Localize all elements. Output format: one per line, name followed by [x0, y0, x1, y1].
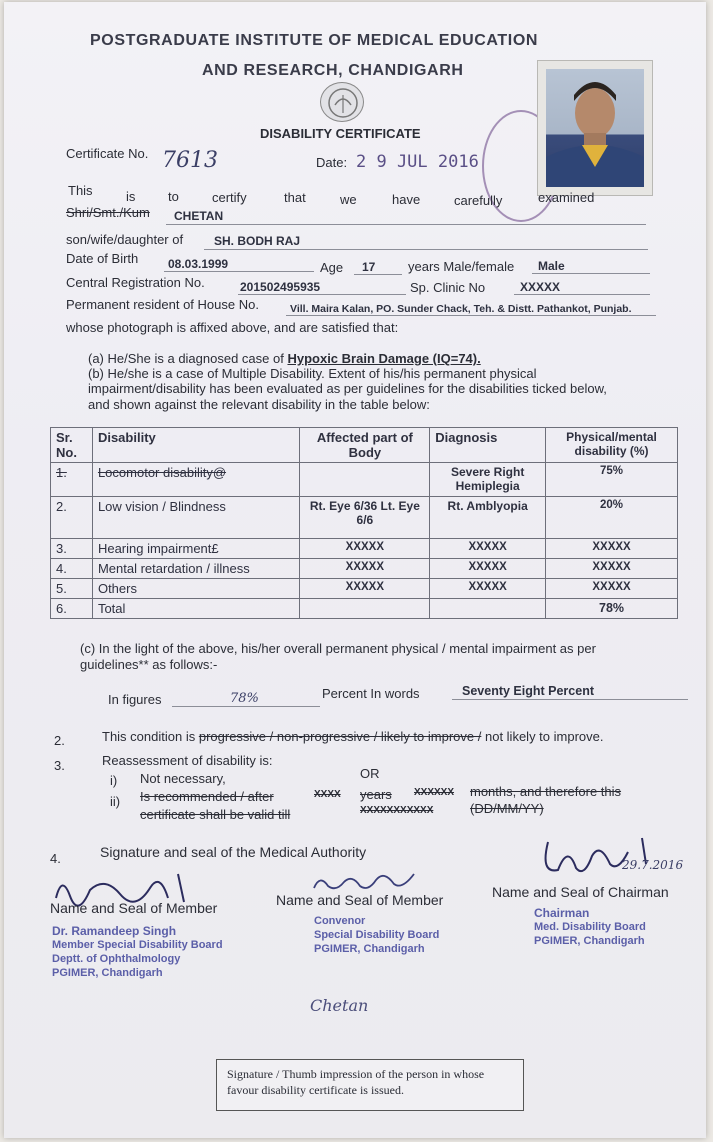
clinic-line	[514, 278, 650, 295]
intro-word-9: examined	[538, 190, 595, 205]
member2-stamp	[314, 914, 439, 956]
crn-value: 201502495935	[240, 280, 321, 294]
row-no: 4.	[51, 559, 93, 579]
clause-b-line1: (b) He/she is a case of Multiple Disability. Extent of his/his permanent physical	[88, 366, 537, 381]
item2-suffix: not likely to improve.	[484, 729, 604, 744]
figures-label: In figures	[108, 692, 162, 707]
row-diagnosis: XXXXX	[430, 559, 546, 579]
member1-label: Name and Seal of Member	[50, 900, 218, 916]
row-part: Rt. Eye 6/36 Lt. Eye 6/6	[300, 497, 430, 539]
crn-line	[238, 278, 406, 295]
row-part	[300, 599, 430, 619]
item3-i-label: i)	[110, 773, 118, 788]
thumb-box-line1: Signature / Thumb impression of the person in whose	[227, 1067, 485, 1081]
item3-title: Reassessment of disability is:	[102, 753, 273, 768]
item2-struck-options: progressive / non-progressive / likely to improve /	[198, 729, 482, 744]
applicant-signature: Chetan	[310, 996, 369, 1015]
institute-name-line1: POSTGRADUATE INSTITUTE OF MEDICAL EDUCATION	[90, 32, 539, 49]
table-row	[51, 539, 678, 559]
chairman-label: Name and Seal of Chairman	[492, 884, 669, 900]
certificate-no-label: Certificate No.	[66, 146, 149, 161]
clause-a-diagnosis: Hypoxic Brain Damage (IQ=74).	[287, 351, 481, 366]
intro-word-4: certify	[212, 190, 247, 205]
thumb-box-line2: favour disability certificate is issued.	[227, 1083, 404, 1097]
sex-line	[532, 257, 650, 274]
item3-ii-label: ii)	[110, 794, 121, 809]
overall-line1: (c) In the light of the above, his/her overall permanent physical / mental impairment as per	[80, 641, 596, 656]
item4-text: Signature and seal of the Medical Authority	[100, 844, 367, 860]
institute-emblem-icon	[320, 82, 364, 122]
dob-line	[164, 255, 314, 272]
row-diagnosis: Rt. Amblyopia	[430, 497, 546, 539]
clause-b-line3: and shown against the relevant disability in the table below:	[88, 397, 430, 412]
header-disability: Disability	[92, 428, 300, 463]
age-label: Age	[320, 260, 344, 275]
photo-statement: whose photograph is affixed above, and are satisfied that:	[66, 320, 399, 335]
chairman-date: 29.7.2016	[622, 858, 684, 872]
row-percent: XXXXX	[546, 539, 678, 559]
item2-number: 2.	[54, 733, 65, 748]
dob-label: Date of Birth	[66, 251, 139, 266]
member1-stamp	[52, 924, 223, 980]
header-diagnosis: Diagnosis	[430, 428, 546, 463]
row-diagnosis	[430, 599, 546, 619]
relation-line	[204, 232, 648, 250]
table-row-total	[51, 599, 678, 619]
resident-label: Permanent resident of House No.	[66, 297, 259, 312]
row-disability: Hearing impairment£	[92, 539, 300, 559]
row-part: XXXXX	[300, 559, 430, 579]
row-percent: XXXXX	[546, 579, 678, 599]
row-disability: Total	[92, 599, 300, 619]
row-disability: Low vision / Blindness	[92, 497, 300, 539]
name-line	[166, 207, 646, 225]
row-diagnosis: Severe Right Hemiplegia	[430, 463, 546, 497]
item3-ii-months: months, and therefore this	[470, 784, 622, 799]
clause-a	[88, 351, 481, 366]
figures-value: 78%	[230, 691, 259, 706]
row-diagnosis: XXXXX	[430, 539, 546, 559]
member2-stamp-board: Special Disability Board	[314, 929, 440, 941]
table-row	[51, 497, 678, 539]
member2-stamp-role: Convenor	[314, 915, 366, 927]
item3-ii-valid-till: certificate shall be valid till	[140, 807, 291, 822]
chairman-stamp-place: PGIMER, Chandigarh	[534, 935, 645, 947]
row-percent: 75%	[546, 463, 678, 497]
resident-line	[286, 299, 656, 316]
row-part: XXXXX	[300, 579, 430, 599]
words-line	[452, 682, 688, 700]
applicant-photo	[537, 60, 653, 196]
intro-word-6: we	[340, 192, 357, 207]
intro-word-7: have	[392, 192, 421, 207]
intro-word-2: is	[126, 189, 136, 204]
table-row	[51, 463, 678, 497]
row-disability: Others	[92, 579, 300, 599]
member2-label: Name and Seal of Member	[276, 892, 444, 908]
header-sr-no: Sr. No.	[51, 428, 93, 463]
intro-word-5: that	[284, 190, 306, 205]
words-label: Percent In words	[322, 686, 420, 701]
item2-prefix: This condition is	[102, 729, 196, 744]
row-no: 6.	[51, 599, 93, 619]
row-no: 5.	[51, 579, 93, 599]
row-part	[300, 463, 430, 497]
date-stamp-value: 2 9 JUL 2016	[356, 152, 479, 172]
member1-stamp-dept: Deptt. of Ophthalmology	[52, 953, 181, 965]
disability-table	[50, 427, 678, 619]
name-value: CHETAN	[174, 209, 224, 223]
item3-or: OR	[360, 766, 380, 781]
crn-label: Central Registration No.	[66, 275, 205, 290]
row-part: XXXXX	[300, 539, 430, 559]
table-header-row	[51, 428, 678, 463]
item3-ii-years: years	[360, 787, 392, 802]
row-diagnosis: XXXXX	[430, 579, 546, 599]
row-disability: Mental retardation / illness	[92, 559, 300, 579]
certificate-title: DISABILITY CERTIFICATE	[260, 126, 421, 141]
item3-ii-xx3: XXXXXXXXXXX	[360, 805, 434, 816]
member2-stamp-place: PGIMER, Chandigarh	[314, 943, 425, 955]
chairman-stamp-board: Med. Disability Board	[534, 921, 646, 933]
sex-value: Male	[538, 259, 565, 273]
item3-ii-date-format: (DD/MM/YY)	[470, 801, 544, 816]
age-line	[354, 258, 402, 275]
row-percent: 78%	[546, 599, 678, 619]
item3-number: 3.	[54, 758, 65, 773]
table-row	[51, 579, 678, 599]
resident-value: Vill. Maira Kalan, PO. Sunder Chack, Teh. & Distt. Pathankot, Punjab.	[290, 303, 632, 315]
member1-stamp-place: PGIMER, Chandigarh	[52, 967, 163, 979]
member1-stamp-name: Dr. Ramandeep Singh	[52, 924, 177, 938]
table-row	[51, 559, 678, 579]
header-affected-part: Affected part of Body	[300, 428, 430, 463]
relation-label: son/wife/daughter of	[66, 232, 184, 247]
row-no: 2.	[51, 497, 93, 539]
certificate-paper	[4, 2, 706, 1138]
dob-value: 08.03.1999	[168, 257, 229, 271]
row-percent: 20%	[546, 497, 678, 539]
row-disability: Locomotor disability@	[92, 463, 300, 497]
clause-a-prefix: (a) He/She is a diagnosed case of	[88, 351, 284, 366]
name-label: Shri/Smt./Kum	[66, 205, 150, 220]
thumb-impression-box	[216, 1059, 524, 1111]
item3-ii-xx1: XXXX	[314, 789, 341, 800]
row-percent: XXXXX	[546, 559, 678, 579]
intro-word-1: This	[68, 183, 93, 198]
institute-name-line2: AND RESEARCH, CHANDIGARH	[202, 62, 464, 79]
figures-line	[172, 689, 320, 707]
item3-i-text: Not necessary,	[140, 771, 226, 786]
years-sex-label: years Male/female	[408, 259, 515, 274]
row-no: 3.	[51, 539, 93, 559]
certificate-no-value: 7613	[162, 148, 218, 173]
relation-value: SH. BODH RAJ	[214, 234, 301, 248]
chairman-stamp	[534, 906, 646, 948]
item3-ii-text: Is recommended / after	[140, 789, 274, 804]
intro-word-3: to	[168, 189, 179, 204]
item2-text	[102, 729, 603, 744]
age-value: 17	[362, 260, 376, 274]
member1-stamp-role: Member Special Disability Board	[52, 939, 223, 951]
date-label: Date:	[316, 155, 348, 170]
clinic-label: Sp. Clinic No	[410, 280, 486, 295]
row-no: 1.	[51, 463, 93, 497]
clinic-value: XXXXX	[520, 280, 561, 294]
words-value: Seventy Eight Percent	[462, 684, 594, 698]
clause-b-line2: impairment/disability has been evaluated as per guidelines for the disabilities ticked below,	[88, 381, 607, 396]
item4-number: 4.	[50, 851, 61, 866]
intro-word-8: carefully	[454, 193, 503, 208]
overall-line2: guidelines** as follows:-	[80, 657, 218, 672]
header-disability-percent: Physical/mental disability (%)	[546, 428, 678, 463]
item3-ii-xx2: XXXXXX	[414, 787, 455, 798]
chairman-stamp-title: Chairman	[534, 906, 590, 920]
